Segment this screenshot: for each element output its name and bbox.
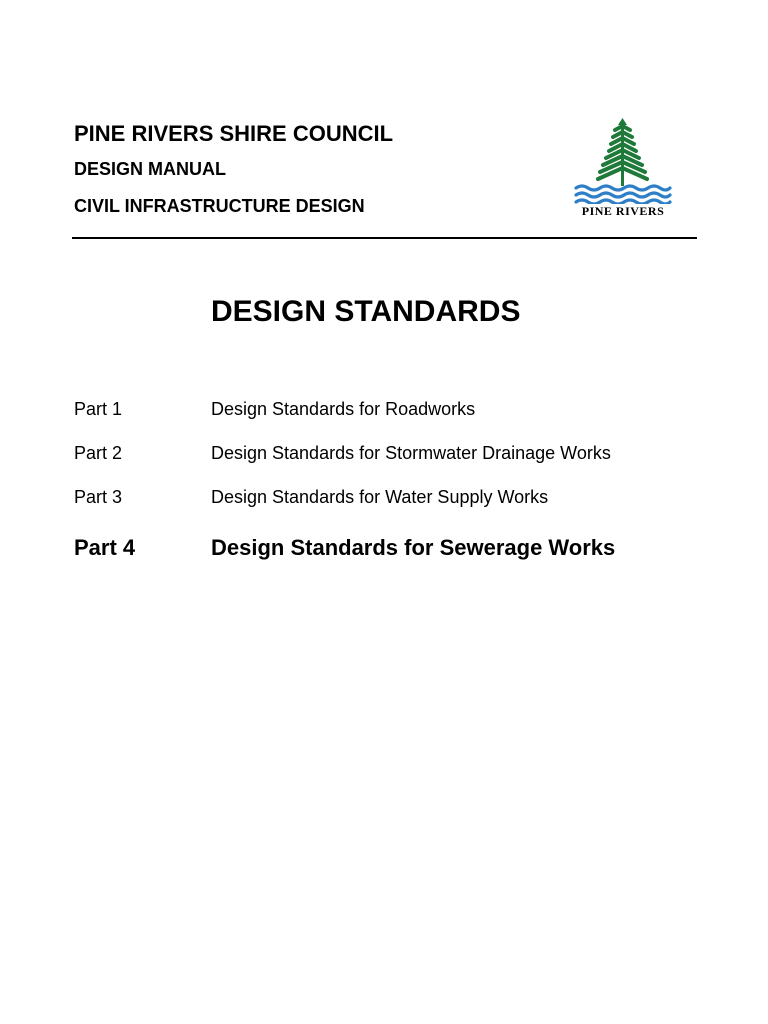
- part-label: Part 3: [74, 487, 123, 507]
- pine-rivers-logo: [574, 116, 672, 220]
- part-description: Design Standards for Stormwater Drainage Works: [211, 443, 611, 463]
- part-description: Design Standards for Roadworks: [211, 399, 476, 419]
- part-label: Part 2: [74, 443, 123, 463]
- document-header: [74, 120, 574, 217]
- logo-text: PINE RIVERS: [581, 204, 665, 218]
- part-label: Part 4: [74, 535, 136, 560]
- part-description: Design Standards for Sewerage Works: [211, 535, 616, 560]
- document-title: DESIGN STANDARDS: [211, 295, 521, 328]
- council-name: PINE RIVERS SHIRE COUNCIL: [74, 121, 394, 146]
- part-description: Design Standards for Water Supply Works: [211, 487, 549, 507]
- part-row-1: [74, 396, 724, 440]
- manual-section: CIVIL INFRASTRUCTURE DESIGN: [74, 196, 365, 216]
- header-divider: [72, 237, 697, 239]
- water-waves-icon: [576, 186, 670, 204]
- part-row-2: [74, 440, 724, 484]
- part-row-3: [74, 484, 724, 528]
- part-label: Part 1: [74, 399, 123, 419]
- part-row-4-current: [74, 533, 724, 577]
- pine-tree-icon: [574, 116, 672, 204]
- parts-list: [74, 396, 724, 577]
- manual-name: DESIGN MANUAL: [74, 159, 226, 179]
